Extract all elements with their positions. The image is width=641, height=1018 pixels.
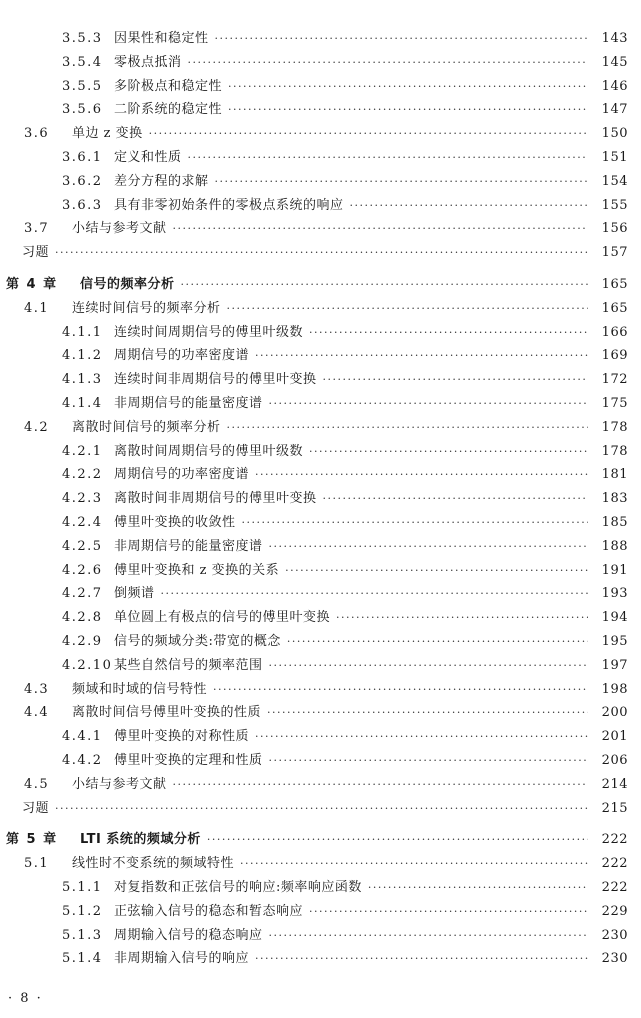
toc-entry-number: 4.2 [24, 419, 50, 435]
toc-entry-number: 3.6.3 [62, 197, 103, 213]
toc-entry-page: 151 [601, 150, 628, 165]
toc-entry-page: 166 [601, 324, 628, 340]
dot-leader [242, 512, 588, 534]
dot-leader [228, 99, 588, 121]
toc-entry-title: 差分方程的求解 [114, 173, 209, 189]
toc-entry-number: 3.6.1 [62, 150, 103, 165]
dot-leader [173, 774, 588, 796]
toc-entry-page: 165 [601, 277, 628, 292]
toc-entry-page: 146 [601, 78, 628, 94]
toc-entry [0, 195, 641, 217]
toc-entry [0, 298, 641, 320]
toc-chapter-entry [0, 274, 641, 296]
toc-entry-page: 178 [601, 443, 628, 459]
dot-leader [309, 441, 588, 463]
toc-entry-page: 145 [601, 54, 628, 70]
toc-entry [0, 512, 641, 534]
toc-entry-title: 二阶系统的稳定性 [114, 102, 223, 118]
toc-chapter-entry [0, 829, 641, 851]
toc-entry [0, 147, 641, 169]
dot-leader [269, 536, 588, 558]
toc-entry-title: 习题 [22, 800, 50, 816]
toc-entry-title: 频域和时域的信号特性 [72, 681, 208, 697]
toc-entry-title: 离散时间信号的频率分析 [72, 419, 221, 435]
toc-entry-page: 191 [601, 562, 628, 578]
toc-entry-page: 222 [601, 832, 628, 848]
dot-leader [215, 171, 588, 193]
toc-entry-page: 188 [601, 538, 628, 554]
toc-entry-title: 非周期输入信号的响应 [114, 951, 250, 967]
toc-entry-page: 181 [601, 467, 628, 483]
toc-entry-page: 155 [601, 197, 628, 213]
toc-entry-page: 156 [601, 221, 628, 237]
toc-entry-number: 4.2.6 [62, 562, 103, 578]
toc-entry-number: 4.4.2 [62, 753, 103, 768]
toc-entry [0, 28, 641, 50]
toc-entry [0, 901, 641, 923]
toc-entry-number: 4.5 [24, 776, 50, 792]
toc-entry-number: 4.2.8 [62, 610, 103, 626]
toc-entry-number: 3.6.2 [62, 173, 103, 189]
toc-entry [0, 393, 641, 415]
toc-entry [0, 702, 641, 724]
toc-entry-title: 因果性和稳定性 [114, 31, 209, 46]
toc-entry-title: 小结与参考文献 [72, 776, 167, 792]
dot-leader [213, 679, 588, 701]
toc-entry [0, 583, 641, 605]
toc-entry [0, 99, 641, 121]
toc-entry-title: 倒频谱 [114, 586, 155, 602]
toc-entry [0, 925, 641, 947]
dot-leader [55, 242, 588, 264]
dot-leader [149, 123, 588, 145]
dot-leader [323, 488, 588, 510]
toc-entry-title: 具有非零初始条件的零极点系统的响应 [114, 197, 344, 213]
toc-entry-number: 5.1.3 [62, 927, 103, 943]
dot-leader [161, 583, 588, 605]
toc-entry-number: 4.2.4 [62, 515, 103, 530]
toc-entry [0, 322, 641, 344]
dot-leader [267, 702, 588, 724]
toc-entry-page: 154 [601, 173, 628, 189]
toc-entry [0, 488, 641, 510]
toc-entry [0, 655, 641, 677]
toc-entry-title: 周期输入信号的稳态响应 [114, 927, 263, 943]
toc-exercises-entry [0, 242, 641, 264]
toc-entry-page: 194 [601, 610, 628, 626]
dot-leader [336, 607, 588, 629]
toc-entry-page: 185 [601, 515, 628, 530]
toc-entry-page: 230 [601, 927, 628, 943]
toc-entry-page: 222 [601, 880, 628, 895]
toc-entry-page: 215 [601, 800, 628, 816]
dot-leader [188, 147, 588, 169]
toc-entry [0, 853, 641, 875]
toc-entry-page: 150 [601, 126, 628, 142]
dot-leader [255, 345, 588, 367]
toc-entry-number: 3.5.4 [62, 54, 103, 70]
toc-entry-title: 傅里叶变换的定理和性质 [114, 753, 263, 768]
toc-entry-page: 222 [601, 856, 628, 872]
dot-leader [207, 829, 588, 851]
toc-entry-title: 对复指数和正弦信号的响应:频率响应函数 [114, 880, 362, 895]
toc-entry [0, 948, 641, 970]
toc-entry-page: 143 [601, 31, 628, 46]
dot-leader [255, 464, 588, 486]
toc-entry [0, 76, 641, 98]
toc-entry-title: LTI 系统的频域分析 [80, 832, 201, 848]
dot-leader [227, 298, 588, 320]
page-footer [0, 988, 641, 1010]
toc-entry-number: 第 5 章 [6, 832, 58, 848]
toc-entry-title: 傅里叶变换和 z 变换的关系 [114, 562, 280, 578]
toc-entry [0, 750, 641, 772]
toc-entry [0, 441, 641, 463]
toc-entry-page: 178 [601, 419, 628, 435]
toc-entry-page: 229 [601, 903, 628, 919]
toc-entry-title: 某些自然信号的频率范围 [114, 657, 263, 673]
toc-entry-page: 183 [601, 491, 628, 507]
toc-entry-title: 离散时间周期信号的傅里叶级数 [114, 443, 304, 459]
toc-entry-title: 线性时不变系统的频域特性 [72, 856, 235, 872]
toc-entry [0, 369, 641, 391]
toc-entry-number: 3.6 [24, 126, 50, 142]
toc-entry [0, 464, 641, 486]
toc-entry [0, 560, 641, 582]
toc-entry-page: 175 [601, 396, 628, 411]
toc-entry-title: 零极点抵消 [114, 54, 182, 70]
toc-entry [0, 631, 641, 653]
dot-leader [368, 877, 588, 899]
toc-entry-number: 4.2.7 [62, 586, 103, 602]
toc-entry [0, 877, 641, 899]
toc-entry-number: 3.5.3 [62, 31, 103, 46]
toc-entry-number: 3.5.5 [62, 78, 103, 94]
toc-entry-title: 傅里叶变换的对称性质 [114, 729, 250, 745]
dot-leader [227, 417, 588, 439]
toc-entry-title: 信号的频率分析 [80, 277, 175, 292]
toc-entry [0, 171, 641, 193]
dot-leader [255, 948, 588, 970]
dot-leader [188, 52, 588, 74]
dot-leader [215, 28, 588, 50]
toc-entry-number: 5.1.4 [62, 951, 103, 967]
toc-entry-title: 周期信号的功率密度谱 [114, 348, 250, 364]
toc-entry-number: 4.2.3 [62, 491, 103, 507]
toc-entry-number: 4.2.5 [62, 538, 103, 554]
toc-entry [0, 123, 641, 145]
toc-entry-number: 4.2.2 [62, 467, 103, 483]
toc-entry-title: 连续时间周期信号的傅里叶级数 [114, 324, 304, 340]
dot-leader [240, 853, 588, 875]
toc-entry [0, 345, 641, 367]
toc-entry [0, 774, 641, 796]
toc-entry-page: 147 [601, 102, 628, 118]
toc-entry-number: 5.1.2 [62, 903, 103, 919]
dot-leader [309, 322, 588, 344]
toc-entry-page: 169 [601, 348, 628, 364]
toc-entry-page: 201 [601, 729, 628, 745]
dot-leader [309, 901, 588, 923]
toc-exercises-entry [0, 798, 641, 820]
toc-entry-number: 4.2.9 [62, 634, 103, 649]
toc-entry-page: 197 [601, 657, 628, 673]
dot-leader [350, 195, 588, 217]
toc-entry-title: 正弦输入信号的稳态和暂态响应 [114, 903, 304, 919]
toc-entry-title: 单位圆上有极点的信号的傅里叶变换 [114, 610, 331, 626]
toc-entry [0, 52, 641, 74]
toc-entry-number: 5.1 [24, 856, 50, 872]
toc-entry [0, 679, 641, 701]
toc-entry-title: 傅里叶变换的收敛性 [114, 515, 236, 530]
page-number: · 8 · [8, 991, 43, 1006]
toc-entry-title: 连续时间非周期信号的傅里叶变换 [114, 372, 317, 388]
toc-entry-number: 4.1.1 [62, 324, 103, 340]
toc-entry-number: 4.4.1 [62, 729, 103, 745]
toc-entry-title: 习题 [22, 245, 50, 261]
dot-leader [255, 726, 588, 748]
toc-entry-number: 第 4 章 [6, 277, 58, 292]
toc-entry-title: 定义和性质 [114, 150, 182, 165]
toc-entry-title: 多阶极点和稳定性 [114, 78, 223, 94]
toc-entry-number: 4.1 [24, 300, 50, 316]
toc-entry-number: 4.1.3 [62, 372, 103, 388]
toc-entry-number: 3.7 [24, 221, 50, 237]
toc-entry-page: 214 [601, 776, 628, 792]
toc-entry-number: 4.2.1 [62, 443, 103, 459]
toc-entry-page: 165 [601, 300, 628, 316]
toc-entry-page: 200 [601, 705, 628, 721]
toc-entry [0, 536, 641, 558]
dot-leader [181, 274, 588, 296]
dot-leader [173, 218, 588, 240]
toc-entry-title: 周期信号的功率密度谱 [114, 467, 250, 483]
toc-entry-title: 连续时间信号的频率分析 [72, 300, 221, 316]
toc-entry [0, 726, 641, 748]
toc-entry [0, 607, 641, 629]
toc-entry-title: 单边 z 变换 [72, 126, 143, 142]
toc-entry-number: 4.2.10 [62, 657, 113, 673]
toc-entry-page: 193 [601, 586, 628, 602]
toc-entry-page: 206 [601, 753, 628, 768]
toc-entry-number: 5.1.1 [62, 880, 103, 895]
toc-entry-title: 小结与参考文献 [72, 221, 167, 237]
dot-leader [269, 655, 588, 677]
toc-entry-number: 4.4 [24, 705, 50, 721]
dot-leader [323, 369, 588, 391]
toc-entry-title: 离散时间非周期信号的傅里叶变换 [114, 491, 317, 507]
toc-entry [0, 417, 641, 439]
toc-entry-page: 157 [601, 245, 628, 261]
toc-entry-page: 195 [601, 634, 628, 649]
dot-leader [285, 560, 588, 582]
toc-entry-number: 4.1.4 [62, 396, 103, 411]
toc-entry-title: 非周期信号的能量密度谱 [114, 538, 263, 554]
toc-entry-number: 4.3 [24, 681, 50, 697]
toc-entry-page: 230 [601, 951, 628, 967]
dot-leader [269, 925, 588, 947]
toc-entry [0, 218, 641, 240]
dot-leader [228, 76, 588, 98]
toc-entry-number: 4.1.2 [62, 348, 103, 364]
dot-leader [269, 393, 588, 415]
toc-entry-page: 198 [601, 681, 628, 697]
dot-leader [269, 750, 588, 772]
dot-leader [287, 631, 588, 653]
toc-entry-page: 172 [601, 372, 628, 388]
toc-entry-title: 信号的频域分类:带宽的概念 [114, 634, 281, 649]
toc-entry-title: 非周期信号的能量密度谱 [114, 396, 263, 411]
toc-entry-title: 离散时间信号傅里叶变换的性质 [72, 705, 262, 721]
toc-entry-number: 3.5.6 [62, 102, 103, 118]
dot-leader [55, 798, 588, 820]
